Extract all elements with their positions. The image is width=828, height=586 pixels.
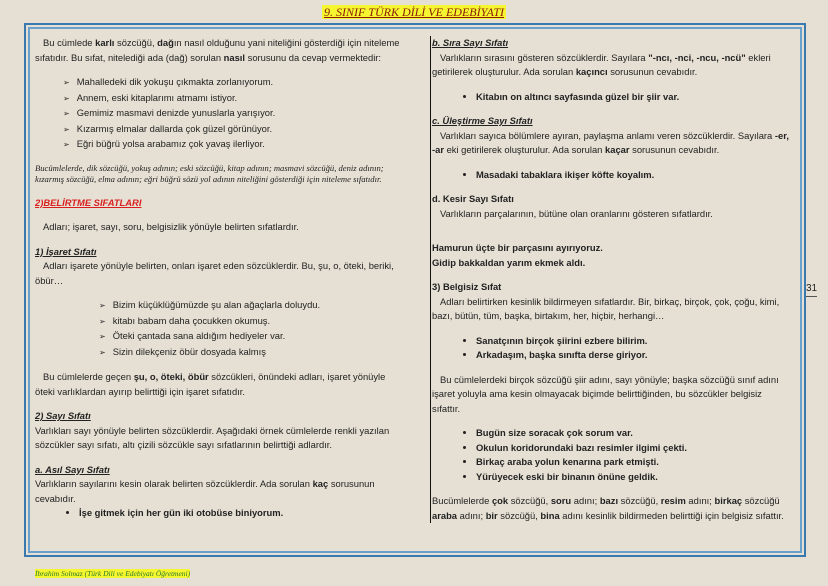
bold-text: araba [432, 509, 458, 521]
spacer [432, 182, 790, 192]
spacer [35, 153, 405, 163]
text: Bucümlelerde [432, 495, 492, 506]
text: sözcükleri, önündeki adları, işaret yönüyle öteki varlıklardan ayırıp belirttiği için işaret sıfatıdır. [35, 371, 386, 397]
paragraph [35, 259, 405, 288]
text: adını; [457, 509, 486, 521]
list-item: ➢ Sizin dilekçeniz öbür dosyada kalmış [115, 345, 405, 361]
list-item: ➢ Kızarmış elmalar dallarda çok güzel görünüyor. [79, 122, 405, 138]
paragraph [432, 114, 790, 129]
list-item: • Birkaç araba yolun kenarına park etmişti. [476, 455, 790, 470]
text: adını; [685, 495, 715, 506]
text: sözcüğü [742, 495, 780, 506]
bold-text: resim [660, 495, 686, 506]
list-item: ➢ Mahalledeki dik yokuşu çıkmakta zorlanıyorum. [79, 75, 405, 91]
text: sözcüğü, [114, 37, 158, 48]
spacer [35, 288, 405, 298]
text: c. Üleştirme Sayı Sıfatı [432, 115, 533, 126]
bold-text: bina [540, 509, 560, 521]
text: Adları işarete yönüyle belirten, onları işaret eden sözcüklerdir. Bu, şu, o, öteki, beriki, öbür… [35, 260, 394, 286]
list-item: ➢ kitabı babam daha çocukken okumuş. [115, 314, 405, 330]
page-number: 31 [806, 283, 817, 297]
bullet-list [432, 168, 790, 183]
paragraph [35, 424, 405, 453]
list-item: • Okulun koridorundaki bazı resimler ilgimi çekti. [476, 441, 790, 456]
spacer [432, 484, 790, 494]
list-item: • Bugün size soracak çok sorum var. [476, 426, 790, 441]
spacer [432, 221, 790, 231]
text: eki getirilerek oluşturulur. Ada sorulan [443, 144, 606, 155]
list-item: • Arkadaşım, başka sınıfta derse giriyor. [476, 348, 790, 363]
paragraph [35, 463, 405, 478]
bold-text: kaç [312, 478, 329, 489]
text: a. Asıl Sayı Sıfatı [35, 463, 110, 475]
text: sorusunun cevabıdır. [629, 144, 720, 155]
text: 3) Belgisiz Sıfat [432, 281, 502, 292]
paragraph [432, 295, 790, 324]
arrow-list [35, 75, 405, 153]
text: sözcüğü, [508, 495, 551, 506]
spacer [432, 416, 790, 426]
paragraph [432, 129, 790, 158]
bold-text: nasıl [223, 51, 246, 63]
bold-text: bazı [599, 495, 619, 506]
text: Bucümlelerde, dik sözcüğü, yokuş adının; eski sözcüğü, kitap adının; masmavi sözcüğü, deniz adının; kızarmış sözcüğü, elma adının; eğri büğrü sözü yol adının niteliğini gösterdiği için niteleme sıfatıdır. [35, 162, 384, 184]
bold-text: -er, -ar [432, 129, 789, 155]
paragraph [35, 36, 405, 65]
list-item: • Sanatçının birçok şiirini ezbere bilirim. [476, 334, 790, 349]
paragraph [432, 51, 790, 80]
paragraph [432, 494, 790, 523]
spacer [432, 324, 790, 334]
bullet-list [432, 90, 790, 105]
list-item: • Yürüyecek eski bir binanın önüne geldik. [476, 470, 790, 485]
bold-text: soru [550, 495, 572, 506]
right-column [430, 36, 790, 523]
text: ın nasıl olduğunu yani niteliğini gösterdiği için niteleme sıfatıdır. Bu sıfat, nitelediği ada (dağ) sorulan [35, 37, 400, 63]
paragraph [432, 256, 790, 271]
footer-author: İbrahim Solmaz (Türk Dili ve Edebiyatı Öğretmeni) [35, 569, 191, 578]
text: Varlıkları sayı yönüyle belirten sözcüklerdir. Aşağıdaki örnek cümlelerde renkli yazılan sözcükler sayı sıfatı, altı çizili sözcükle sayı sıfatlarının belirttiği adlardır. [35, 424, 390, 450]
spacer [432, 231, 790, 241]
spacer [35, 453, 405, 463]
text: Varlıkların sayılarını kesin olarak belirten sözcüklerdir. Ada sorulan [35, 478, 313, 489]
text: sorusunun cevabıdır. [607, 66, 698, 77]
spacer [432, 363, 790, 373]
bold-text: karlı [95, 37, 115, 48]
document-title: 9. SINIF TÜRK DİLİ VE EDEBİYATI [323, 5, 505, 19]
text: Varlıkları sayıca bölümlere ayıran, paylaşma anlamı veren sözcüklerdir. Sayılara [440, 129, 775, 141]
text: sorusunu da cevap vermektedir: [245, 51, 382, 63]
text: Gidip bakkaldan yarım ekmek aldı. [432, 256, 586, 268]
text: Bu cümlede [43, 37, 96, 48]
spacer [432, 80, 790, 90]
paragraph [35, 245, 405, 260]
list-item: • Kitabın on altıncı sayfasında güzel bir şiir var. [476, 90, 790, 105]
text: 2)BELİRTME SIFATLARI [35, 196, 142, 208]
bullet-list [432, 426, 790, 484]
spacer [35, 210, 405, 220]
document-header [0, 5, 828, 20]
spacer [35, 65, 405, 75]
paragraph [35, 163, 405, 186]
list-item: ➢ Gemimiz masmavi denizde yunuslarla yarışıyor. [79, 106, 405, 122]
text: sözcüğü, [618, 495, 661, 506]
text: Adları belirtirken kesinlik bildirmeyen sıfatlardır. Bir, birkaç, birçok, çok, çoğu, kimi, bazı, bütün, tüm, başka, birtakım, her, hiçbir, herhangi… [432, 295, 780, 321]
spacer [432, 270, 790, 280]
text: Varlıkların sırasını gösteren sözcüklerdir. Sayılara [440, 51, 649, 63]
bold-text: birkaç [714, 495, 743, 506]
spacer [35, 235, 405, 245]
text: adını; [571, 495, 600, 506]
list-item: ➢ Eğri büğrü yolsa arabamız çok yavaş ilerliyor. [79, 137, 405, 153]
text: adını kesinlik bildirmeden belirttiği için belgisiz sıfattır. [559, 509, 784, 521]
spacer [35, 186, 405, 196]
list-item: ➢ Bizim küçüklüğümüzde şu alan ağaçlarla doluydu. [115, 298, 405, 314]
text: ekleri getirilerek oluşturulur. Ada sorulan [432, 51, 771, 77]
text: Bu cümlelerde geçen [43, 371, 134, 382]
paragraph [35, 370, 405, 399]
bold-text: dağ [157, 37, 174, 48]
paragraph [35, 196, 405, 211]
bold-text: kaçıncı [575, 66, 608, 77]
text: Hamurun üçte bir parçasını ayırıyoruz. [432, 242, 603, 253]
paragraph [432, 280, 790, 295]
paragraph [432, 192, 790, 207]
spacer [35, 360, 405, 370]
text: 1) İşaret Sıfatı [35, 245, 97, 257]
list-item: ➢ Annem, eski kitaplarımı atmamı istiyor. [79, 91, 405, 107]
bold-text: çok [491, 495, 509, 506]
spacer [432, 158, 790, 168]
paragraph [35, 477, 405, 506]
spacer [35, 399, 405, 409]
bold-text: "-ncı, -nci, -ncu, -ncü" [648, 51, 746, 63]
paragraph [432, 373, 790, 417]
bullet-list [35, 506, 405, 521]
left-column [35, 36, 405, 521]
text: Varlıkların parçalarının, bütüne olan oranlarını gösteren sıfatlardır. [440, 207, 713, 219]
list-item: • İşe gitmek için her gün iki otobüse biniyorum. [79, 506, 405, 521]
bold-text: bir [485, 509, 498, 521]
text: b. Sıra Sayı Sıfatı [432, 37, 509, 48]
paragraph [35, 220, 405, 235]
bold-text: kaçar [605, 144, 630, 155]
list-item: ➢ Öteki çantada sana aldığım hediyeler var. [115, 329, 405, 345]
bullet-list [432, 334, 790, 363]
text: sorusunun cevabıdır. [35, 478, 375, 504]
paragraph [432, 241, 790, 256]
text: sözcüğü, [497, 509, 541, 521]
arrow-list [35, 298, 405, 360]
text: d. Kesir Sayı Sıfatı [432, 193, 514, 204]
spacer [432, 104, 790, 114]
text: 2) Sayı Sıfatı [35, 410, 91, 421]
paragraph [432, 207, 790, 222]
text: Adları; işaret, sayı, soru, belgisizlik yönüyle belirten sıfatlardır. [43, 221, 299, 232]
bold-text: şu, o, öteki, öbür [133, 371, 209, 382]
paragraph [35, 409, 405, 424]
list-item: • Masadaki tabaklara ikişer köfte koyalım. [476, 168, 790, 183]
paragraph [432, 36, 790, 51]
text: Bu cümlelerdeki birçok sözcüğü şiir adını, sayı yönüyle; başka sözcüğü sınıf adını işaret yoluyla ama kesin olmayacak biçimde belirttiğinden, bu sözcükler belgisiz sıfattır. [432, 373, 779, 414]
